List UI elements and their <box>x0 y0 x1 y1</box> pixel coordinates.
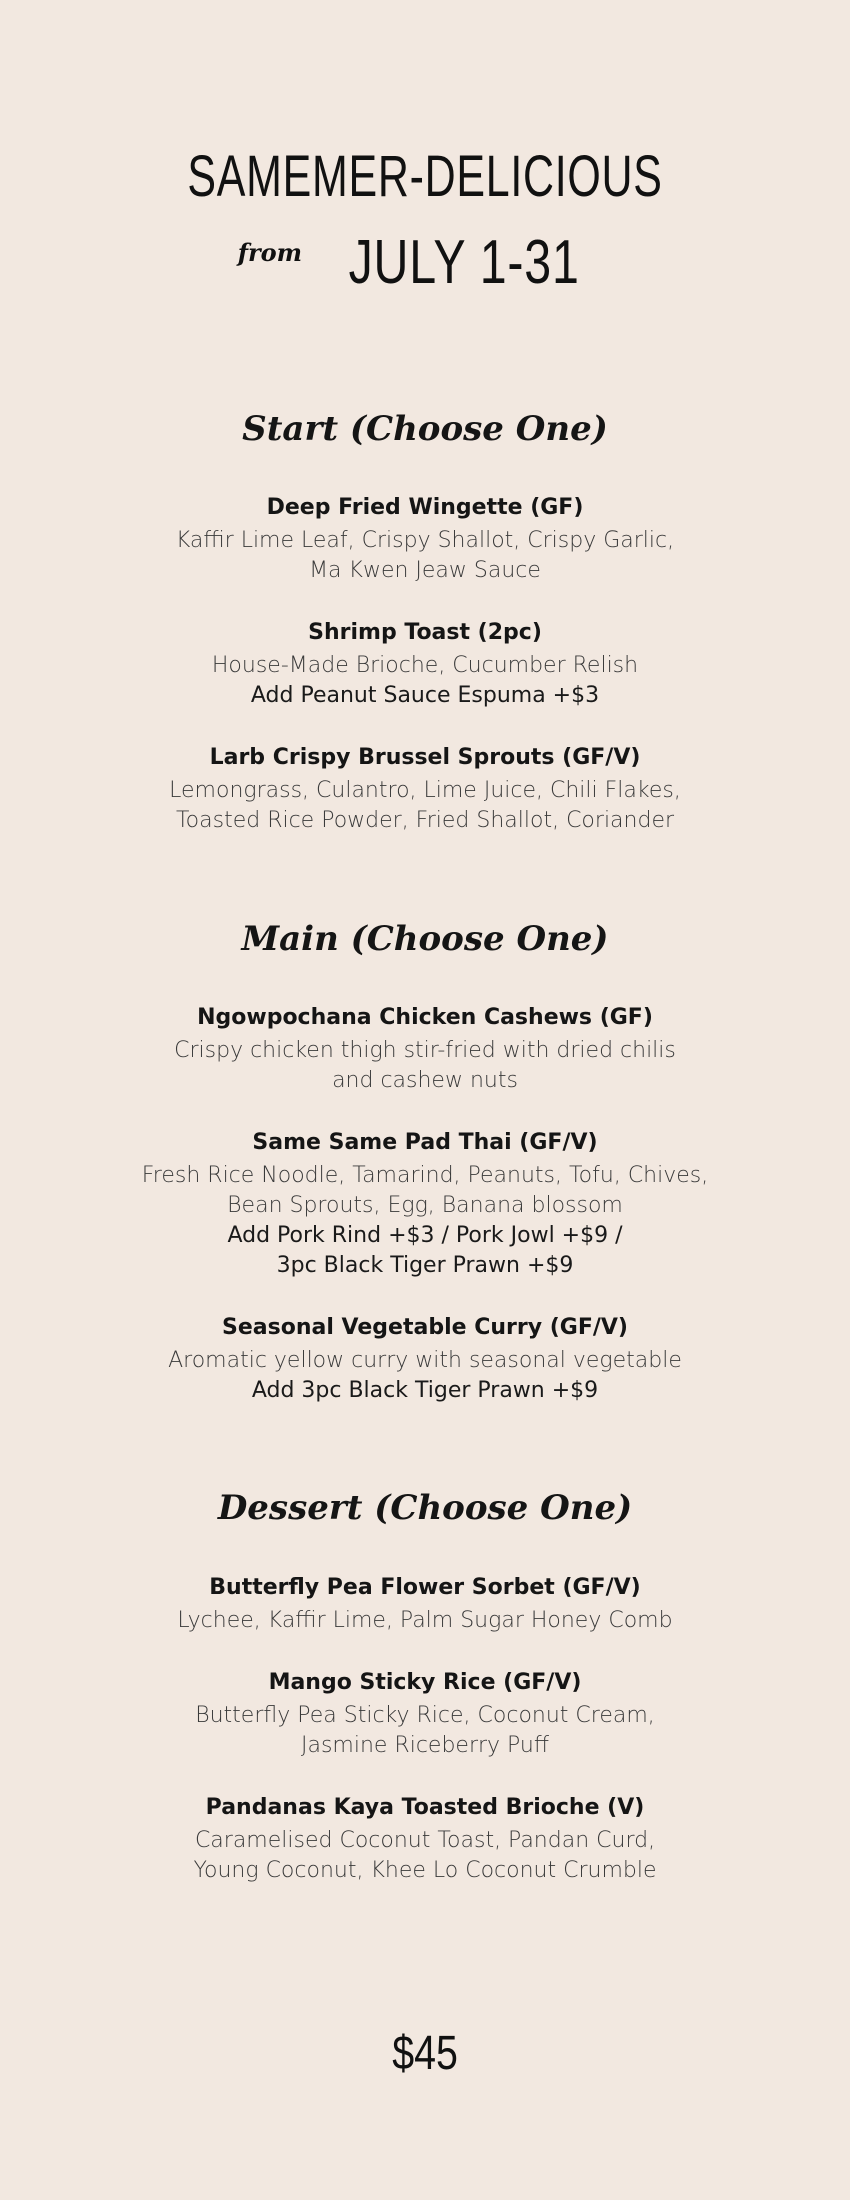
item-desc-line: Lemongrass, Culantro, Lime Juice, Chili Flakes, <box>169 778 681 803</box>
menu-item <box>0 1665 850 1761</box>
menu-item <box>0 1000 850 1096</box>
menu-dates <box>0 228 850 297</box>
item-name: Deep Fried Wingette (GF) <box>266 495 584 520</box>
menu-price <box>0 2027 850 2080</box>
item-desc-line: Caramelised Coconut Toast, Pandan Curd, <box>194 1828 656 1853</box>
item-desc-line: Jasmine Riceberry Puff <box>300 1733 550 1758</box>
price-value: $45 <box>392 2027 458 2080</box>
item-desc-line: Lychee, Kaffir Lime, Palm Sugar Honey Comb <box>177 1608 673 1633</box>
section-heading-start: Start (Choose One) <box>242 409 608 449</box>
item-desc-line: Toasted Rice Powder, Fried Shallot, Coriander <box>175 808 675 833</box>
dates-from-label: from <box>237 238 303 267</box>
item-desc-line: and cashew nuts <box>332 1068 518 1093</box>
menu-item <box>0 1125 850 1281</box>
item-name: Shrimp Toast (2pc) <box>308 620 542 645</box>
item-name: Pandanas Kaya Toasted Brioche (V) <box>205 1795 645 1820</box>
item-desc-line: Young Coconut, Khee Lo Coconut Crumble <box>193 1858 657 1883</box>
item-name: Larb Crispy Brussel Sprouts (GF/V) <box>209 745 641 770</box>
item-desc-line: Crispy chicken thigh stir-fried with dried chilis <box>174 1038 676 1063</box>
item-addon-line: Add 3pc Black Tiger Prawn +$9 <box>251 1378 599 1403</box>
menu-item <box>0 740 850 836</box>
item-desc-line: Fresh Rice Noodle, Tamarind, Peanuts, Tofu, Chives, <box>141 1163 709 1188</box>
item-name: Butterfly Pea Flower Sorbet (GF/V) <box>209 1575 641 1600</box>
item-desc-line: Butterfly Pea Sticky Rice, Coconut Cream, <box>195 1703 655 1728</box>
item-addon-line: Add Pork Rind +$3 / Pork Jowl +$9 / <box>227 1223 623 1248</box>
menu-item <box>0 615 850 711</box>
item-desc-line: Kaffir Lime Leaf, Crispy Shallot, Crispy Garlic, <box>175 528 675 553</box>
menu-item <box>0 1570 850 1636</box>
section-heading-dessert: Dessert (Choose One) <box>217 1488 633 1528</box>
item-desc-line: Aromatic yellow curry with seasonal vegetable <box>168 1348 682 1373</box>
menu-item <box>0 1790 850 1886</box>
item-desc-line: Bean Sprouts, Egg, Banana blossom <box>227 1193 623 1218</box>
item-name: Ngowpochana Chicken Cashews (GF) <box>197 1005 653 1030</box>
menu-title: SAMEMER-DELICIOUS <box>187 144 663 209</box>
item-addon-line: 3pc Black Tiger Prawn +$9 <box>276 1253 574 1278</box>
item-name: Seasonal Vegetable Curry (GF/V) <box>222 1315 628 1340</box>
section-heading-main: Main (Choose One) <box>241 919 609 959</box>
item-addon-line: Add Peanut Sauce Espuma +$3 <box>250 683 600 708</box>
item-name: Same Same Pad Thai (GF/V) <box>252 1130 598 1155</box>
menu-item <box>0 490 850 586</box>
item-name: Mango Sticky Rice (GF/V) <box>268 1670 582 1695</box>
menu-item <box>0 1310 850 1406</box>
item-desc-line: House-Made Brioche, Cucumber Relish <box>211 653 639 678</box>
dates-range: JULY 1-31 <box>348 228 580 297</box>
item-desc-line: Ma Kwen Jeaw Sauce <box>309 558 541 583</box>
